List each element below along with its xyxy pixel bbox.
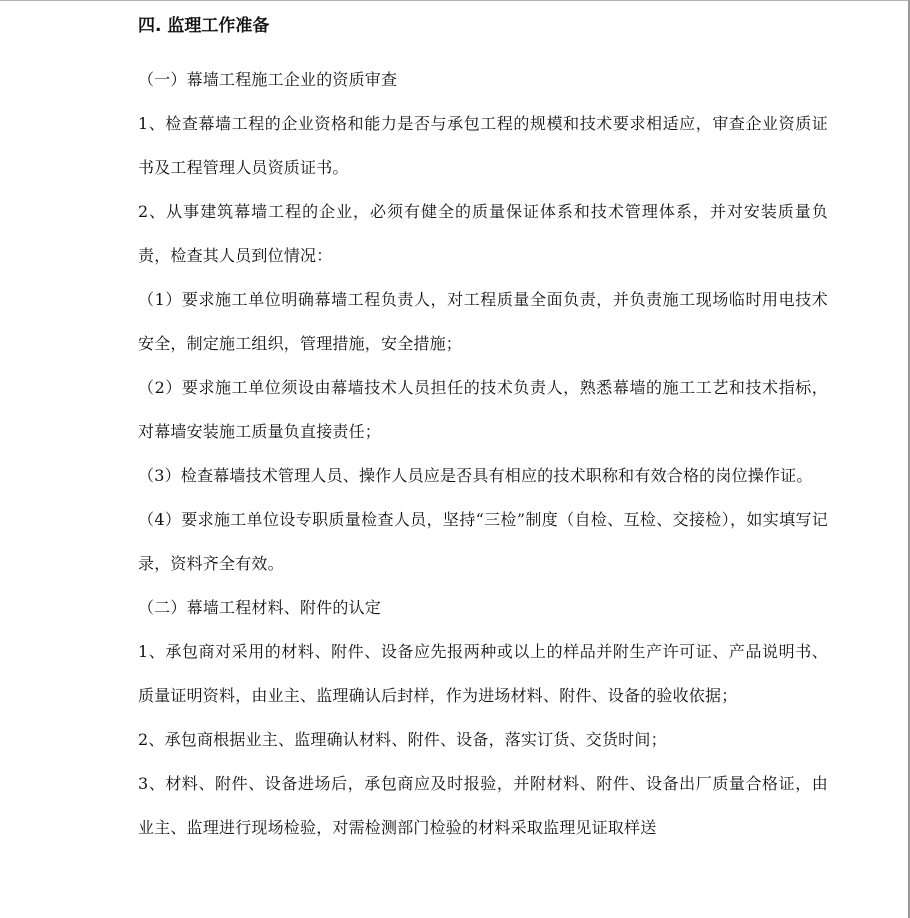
materials-paragraph-2: 2、承包商根据业主、监理确认材料、附件、设备，落实订货、交货时间； xyxy=(138,730,667,749)
paragraph-2-3: （3）检查幕墙技术管理人员、操作人员应是否具有相应的技术职称和有效合格的岗位操作证。 xyxy=(138,466,813,485)
paragraph-2: 2、从事建筑幕墙工程的企业，必须有健全的质量保证体系和技术管理体系，并对安装质量负责，检查其人员到位情况： xyxy=(138,202,828,265)
paragraph-2-4: （4）要求施工单位设专职质量检查人员，坚持“三检”制度（自检、互检、交接检），如实填写记录，资料齐全有效。 xyxy=(138,510,828,573)
paragraph-2-1: （1）要求施工单位明确幕墙工程负责人，对工程质量全面负责，并负责施工现场临时用电技术安全，制定施工组织，管理措施，安全措施； xyxy=(138,290,828,353)
section-heading: 四. 监理工作准备 xyxy=(138,16,270,36)
subsection-title-qualification: （一）幕墙工程施工企业的资质审查 xyxy=(138,70,398,89)
materials-paragraph-1: 1、承包商对采用的材料、附件、设备应先报两种或以上的样品并附生产许可证、产品说明书、质量证明资料，由业主、监理确认后封样，作为进场材料、附件、设备的验收依据； xyxy=(138,642,828,705)
materials-paragraph-3: 3、材料、附件、设备进场后，承包商应及时报验，并附材料、附件、设备出厂质量合格证，由业主、监理进行现场检验，对需检测部门检验的材料采取监理见证取样送 xyxy=(138,774,828,837)
subsection-title-materials: （二）幕墙工程材料、附件的认定 xyxy=(138,598,382,617)
paragraph-2-2: （2）要求施工单位须设由幕墙技术人员担任的技术负责人，熟悉幕墙的施工工艺和技术指标，对幕墙安装施工质量负直接责任； xyxy=(138,378,828,441)
document-body xyxy=(138,15,828,850)
paragraph-1: 1、检查幕墙工程的企业资格和能力是否与承包工程的规模和技术要求相适应，审查企业资质证书及工程管理人员资质证书。 xyxy=(138,114,828,177)
